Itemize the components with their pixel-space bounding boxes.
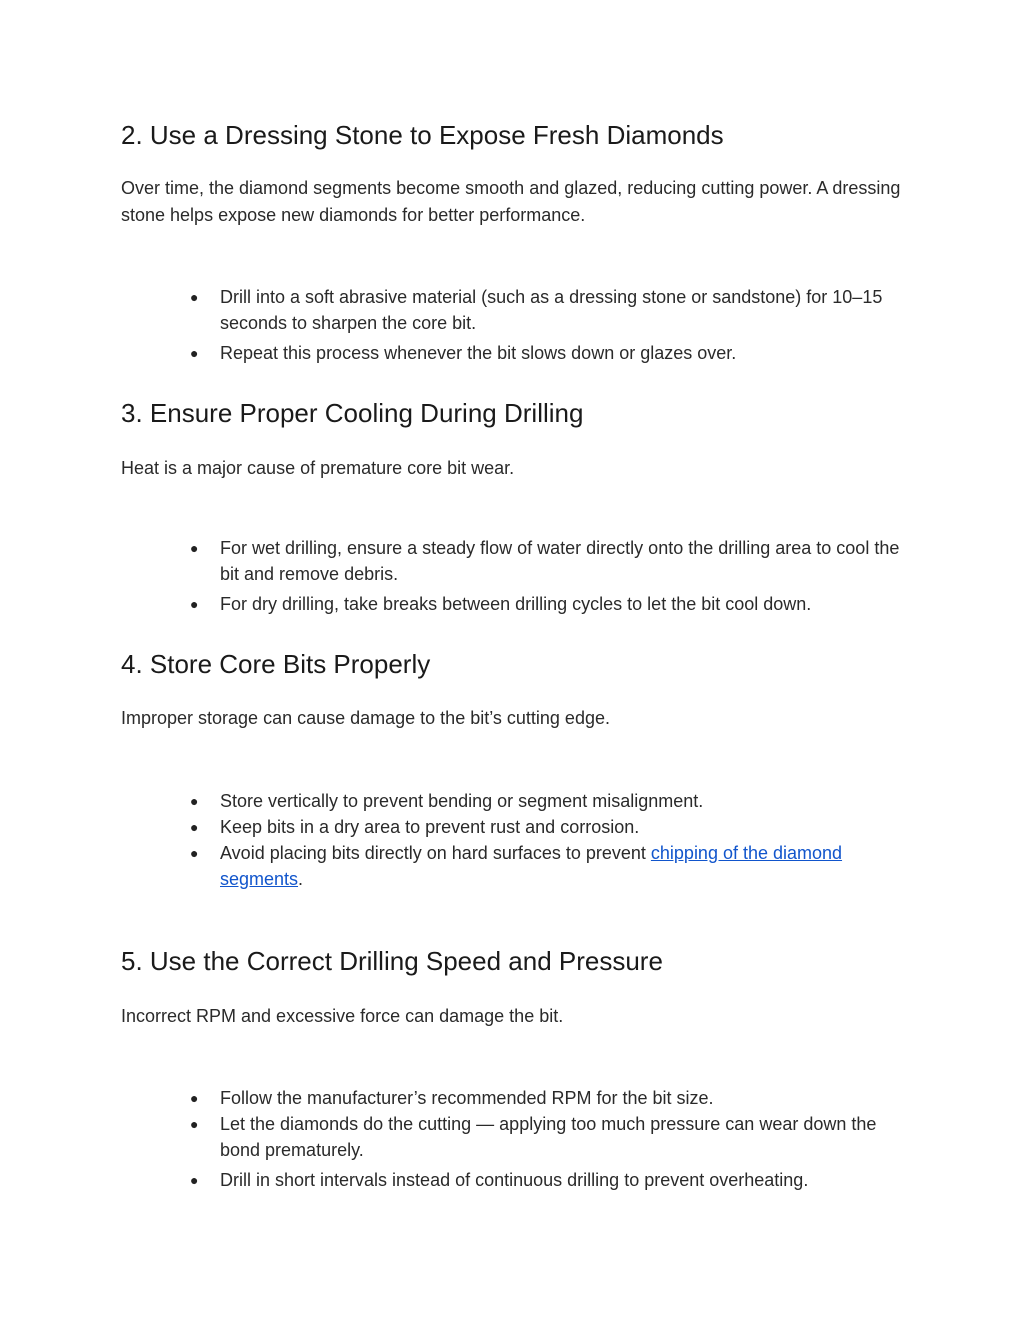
list-item-text-before-link: Avoid placing bits directly on hard surfaces to prevent	[220, 843, 651, 863]
bullet-icon: ●	[190, 596, 199, 612]
bullet-list-speed-pressure	[0, 1085, 1024, 1193]
section-heading-dressing-stone: 2. Use a Dressing Stone to Expose Fresh Diamonds	[121, 120, 724, 150]
list-item	[0, 814, 910, 840]
list-item	[0, 1167, 910, 1193]
list-item-text: For dry drilling, take breaks between drilling cycles to let the bit cool down.	[220, 594, 812, 614]
bullet-icon: ●	[190, 345, 199, 361]
list-item	[0, 1085, 910, 1111]
list-item	[0, 1111, 910, 1163]
list-item-text: Follow the manufacturer’s recommended RPM for the bit size.	[220, 1088, 714, 1108]
bullet-list-storage	[0, 788, 1024, 892]
section-intro-storage: Improper storage can cause damage to the bit’s cutting edge.	[121, 708, 610, 728]
list-item-text: Repeat this process whenever the bit slows down or glazes over.	[220, 343, 737, 363]
list-item-text: For wet drilling, ensure a steady flow of water directly onto the drilling area to cool the bit and remove debris.	[220, 538, 900, 584]
bullet-icon: ●	[190, 1090, 199, 1106]
list-item-text: Drill in short intervals instead of continuous drilling to prevent overheating.	[220, 1170, 809, 1190]
list-item	[0, 535, 910, 587]
list-item	[0, 340, 910, 366]
list-item	[0, 591, 910, 617]
bullet-icon: ●	[190, 540, 199, 556]
section-heading-storage: 4. Store Core Bits Properly	[121, 649, 431, 679]
chipping-diamond-segments-link[interactable]: chipping of the diamond segments	[220, 843, 843, 889]
list-item	[0, 788, 910, 814]
list-item-text: Store vertically to prevent bending or segment misalignment.	[220, 791, 704, 811]
section-heading-speed-pressure: 5. Use the Correct Drilling Speed and Pressure	[121, 946, 663, 976]
list-item-text: Keep bits in a dry area to prevent rust and corrosion.	[220, 817, 640, 837]
list-item	[0, 284, 910, 336]
list-item	[0, 840, 910, 892]
section-intro-speed-pressure: Incorrect RPM and excessive force can damage the bit.	[121, 1006, 564, 1026]
bullet-icon: ●	[190, 793, 199, 809]
list-item-text: Let the diamonds do the cutting — applying too much pressure can wear down the bond prematurely.	[220, 1114, 877, 1160]
list-item-text: Drill into a soft abrasive material (such as a dressing stone or sandstone) for 10–15 seconds to sharpen the core bit.	[220, 287, 883, 333]
bullet-list-dressing-stone	[0, 284, 1024, 366]
list-item-text-after-link: .	[298, 869, 304, 889]
section-intro-cooling: Heat is a major cause of premature core bit wear.	[121, 458, 515, 478]
section-heading-cooling: 3. Ensure Proper Cooling During Drilling	[121, 398, 584, 428]
bullet-icon: ●	[190, 819, 199, 835]
bullet-icon: ●	[190, 1172, 199, 1188]
section-intro-dressing-stone: Over time, the diamond segments become smooth and glazed, reducing cutting power. A dressing stone helps expose new diamonds for better performance.	[121, 178, 901, 225]
bullet-icon: ●	[190, 289, 199, 305]
bullet-icon: ●	[190, 845, 199, 861]
bullet-list-cooling	[0, 535, 1024, 617]
bullet-icon: ●	[190, 1116, 199, 1132]
